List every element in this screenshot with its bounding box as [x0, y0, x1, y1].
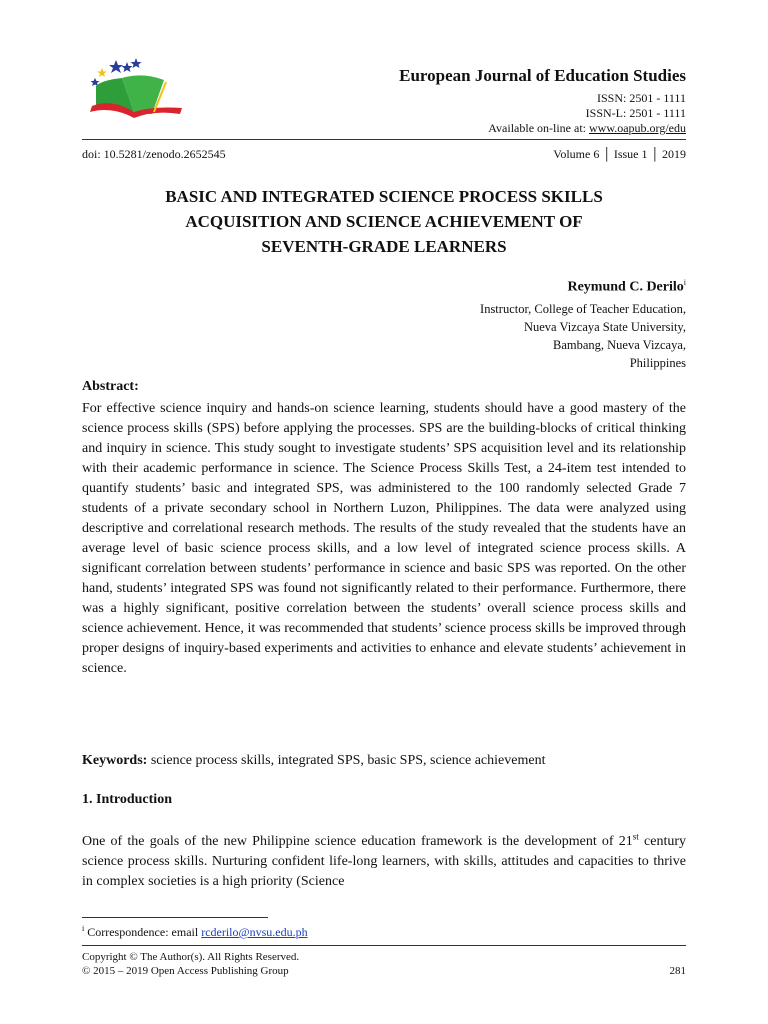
- abstract-heading: Abstract:: [82, 379, 139, 394]
- keywords: [82, 753, 686, 769]
- author-block: [480, 278, 686, 372]
- author-name: [480, 278, 686, 296]
- keywords-label: Keywords:: [82, 753, 148, 768]
- affiliation-line-3: Bambang, Nueva Vizcaya,: [553, 337, 686, 352]
- affiliation-line-1: Instructor, College of Teacher Education,: [480, 301, 686, 316]
- volume-issue: Volume 6 │ Issue 1 │ 2019: [553, 147, 686, 161]
- keywords-text: science process skills, integrated SPS, basic SPS, science achievement: [147, 753, 546, 768]
- footnote-mark: i: [82, 924, 85, 933]
- page-number: 281: [669, 965, 686, 977]
- title-line-2: ACQUISITION AND SCIENCE ACHIEVEMENT OF: [185, 212, 583, 231]
- intro-text-part-1: One of the goals of the new Philippine science education framework is the development of 21: [82, 834, 633, 849]
- journal-logo-icon: [82, 58, 194, 120]
- abstract-text: For effective science inquiry and hands-on science learning, students should have a good mastery of the science process skills (SPS) before applying the processes. SPS are the building-blocks of critical thinking and inquiry in science. This study sought to investigate students’ SPS acquisition level and its relationship with their academic performance in science. The Science Process Skills Test, a 24-item test intended to quantify students’ basic and integrated SPS, was administered to the 100 randomly selected Grade 7 students of a private secondary school in Northern Luzon, Philippines. The data were analyzed using descriptive and correlational research methods. The results of the study revealed that the students have an average level of basic science process skills, and a low level of integrated science process skills. A significant correlation between students’ performance in science and basic SPS was reported. On the other hand, students’ integrated SPS was found not significantly related to their performance. Furthermore, there was a highly significant, positive correlation between the students’ overall science process skills and science achievement. Hence, it was recommended that students’ science process skills be improved through proper designs of inquiry-based experiments and activities to enhance and elevate students’ achievement in science.: [82, 401, 686, 676]
- affiliation-line-2: Nueva Vizcaya State University,: [523, 319, 686, 334]
- correspondence-email-link[interactable]: rcderilo@nvsu.edu.ph: [201, 925, 308, 939]
- issn: ISSN: 2501 - 1111: [596, 91, 686, 105]
- footnote: [82, 924, 308, 940]
- footnote-divider: [82, 917, 268, 918]
- affiliation-line-4: Philippines: [629, 355, 686, 370]
- issn-l: ISSN-L: 2501 - 1111: [585, 106, 686, 120]
- introduction-text: [82, 832, 686, 892]
- publisher-line: © 2015 – 2019 Open Access Publishing Group: [82, 965, 289, 977]
- paper-title: [82, 184, 686, 259]
- availability-label: Available on-line at:: [488, 121, 590, 135]
- journal-url-link[interactable]: www.oapub.org/edu: [589, 121, 686, 135]
- journal-info: [399, 66, 686, 136]
- title-line-3: SEVENTH-GRADE LEARNERS: [261, 237, 507, 256]
- footnote-label: Correspondence: email: [84, 925, 202, 939]
- introduction-heading: 1. Introduction: [82, 792, 172, 807]
- title-line-1: BASIC AND INTEGRATED SCIENCE PROCESS SKILLS: [165, 187, 603, 206]
- journal-title: European Journal of Education Studies: [399, 66, 686, 85]
- copyright-line: Copyright © The Author(s). All Rights Reserved.: [82, 951, 300, 963]
- intro-text-part-2: century science process skills. Nurturing confident life-long learners, with skills, attitudes and capacities to thrive in complex societies is a high priority (Science: [82, 834, 686, 889]
- footer-divider: [82, 945, 686, 946]
- header-divider: [82, 139, 686, 140]
- author-footnote-mark: i: [683, 278, 686, 287]
- author-name-text: Reymund C. Derilo: [567, 279, 684, 295]
- intro-superscript: st: [632, 831, 639, 842]
- doi: doi: 10.5281/zenodo.2652545: [82, 147, 226, 161]
- availability-line: [399, 121, 686, 136]
